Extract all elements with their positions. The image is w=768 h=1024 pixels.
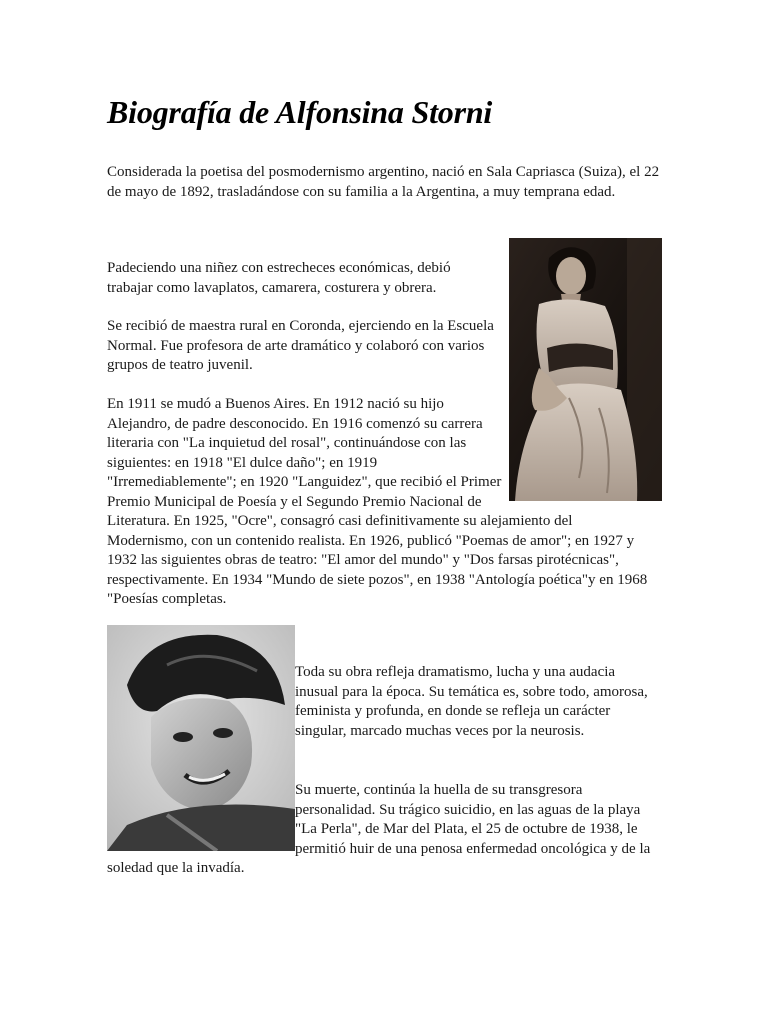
paragraph-career: En 1911 se mudó a Buenos Aires. En 1912 nació su hijo Alejandro, de padre desconocido. En 1916 comenzó su carrera literaria con "La inquietud del rosal", continuándose con las siguientes: en 1918 "El dulce daño"; en 1919 "Irremediablemente"; en 1920 "Languidez", que recibió el Primer Premio Municipal de Poesía y el Segundo Premio Nacional de Literatura. En 1925, "Ocre", consagró casi definitivamente su alejamiento del Modernismo, con un contenido realista. En 1926, publicó "Poemas de amor"; en 1927 y 1932 las siguientes obras de teatro: "El amor del mundo" y "Dos farsas pirotécnicas", respectivamente. En 1934 "Mundo de siete pozos", en 1938 "Antología poética"y en 1968 "Poesías completas.: [107, 396, 648, 607]
portrait-photo-seated: [509, 238, 662, 501]
paragraph-education: Se recibió de maestra rural en Coronda, ejerciendo en la Escuela Normal. Fue profesora de arte dramático y colaboró con varios grupos de teatro juvenil.: [107, 318, 494, 373]
portrait-photo-closeup: [107, 625, 295, 851]
paragraph-childhood: Padeciendo una niñez con estrecheces económicas, debió trabajar como lavaplatos, camarera, costurera y obrera.: [107, 260, 451, 296]
page-title: Biografía de Alfonsina Storni: [107, 94, 493, 130]
paragraph-death: Su muerte, continúa la huella de su transgresora personalidad. Su trágico suicidio, en las aguas de la playa "La Perla", de Mar del Plata, el 25 de octubre de 1938, le permitió huir de una penosa enfermedad oncológica y de la soledad que la invadía.: [107, 782, 651, 876]
paragraph-intro: Considerada la poetisa del posmodernismo argentino, nació en Sala Capriasca (Suiza), el 22 de mayo de 1892, trasladándose con su familia a la Argentina, a muy temprana edad.: [107, 164, 660, 200]
paragraph-work-style: Toda su obra refleja dramatismo, lucha y una audacia inusual para la época. Su temática es, sobre todo, amorosa, feminista y profunda, en donde se refleja un carácter singular, marcado muchas veces por la neurosis.: [295, 664, 648, 739]
